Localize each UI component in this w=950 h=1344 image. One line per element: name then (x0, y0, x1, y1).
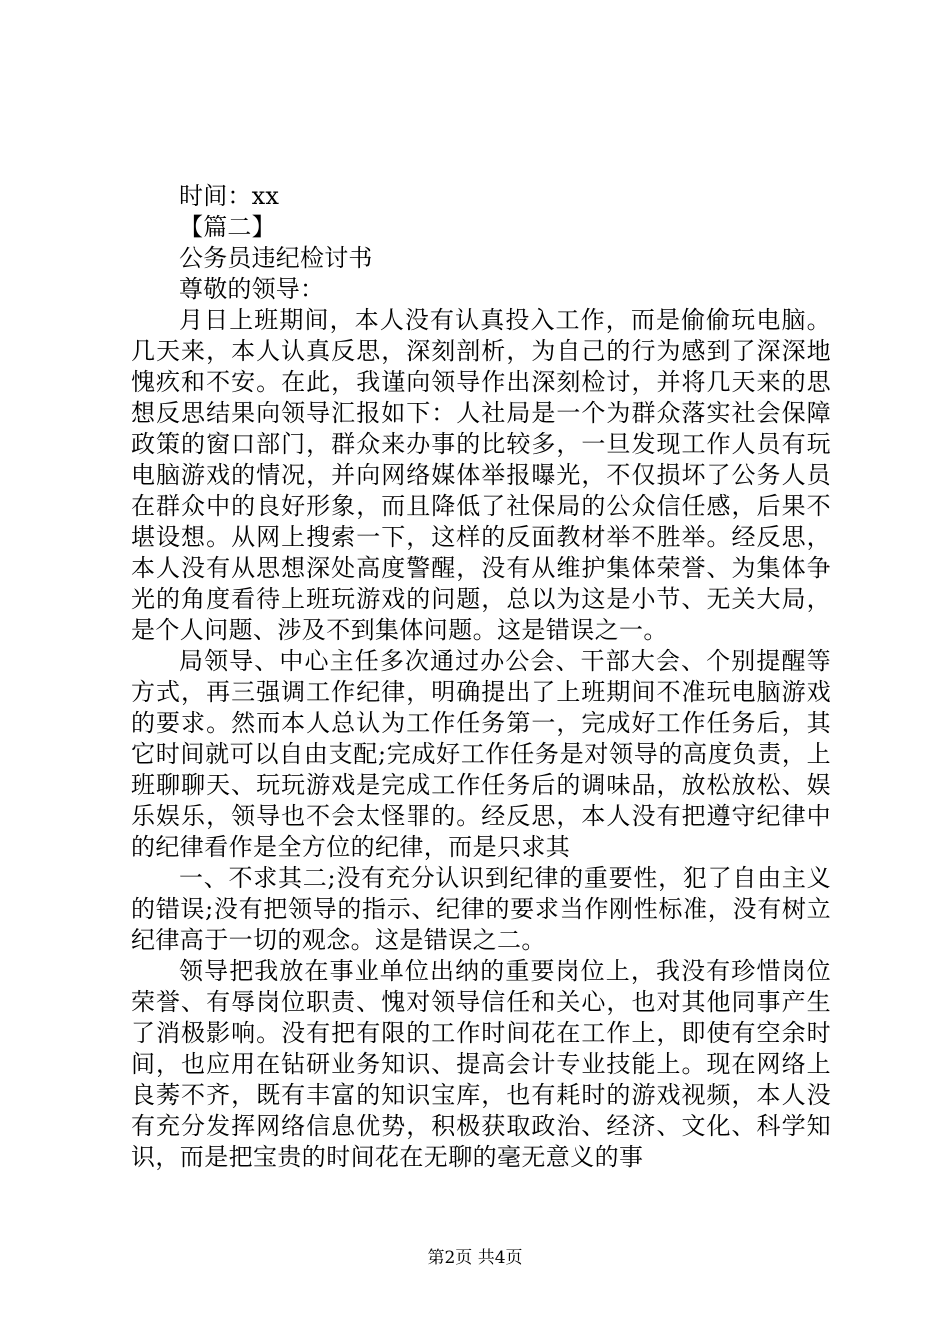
document-title: 公务员违纪检讨书 (179, 244, 373, 272)
section-heading: 【篇二】 (179, 213, 276, 241)
paragraph-1: 月日上班期间，本人没有认真投入工作，而是偷偷玩电脑。几天来，本人认真反思，深刻剖析，为自己的行为感到了深深地愧疚和不安。在此，我谨向领导作出深刻检讨，并将几天来的思想反思结果向领导汇报如下：人社局是一个为群众落实社会保障政策的窗口部门，群众来办事的比较多，一旦发现工作人员有玩电脑游戏的情况，并向网络媒体举报曝光，不仅损坏了公务人员在群众中的良好形象，而且降低了社保局的公众信任感，后果不堪设想。从网上搜索一下，这样的反面教材举不胜举。经反思，本人没有从思想深处高度警醒，没有从维护集体荣誉、为集体争光的角度看待上班玩游戏的问题，总以为这是小节、无关大局，是个人问题、涉及不到集体问题。这是错误之一。 (131, 306, 831, 644)
paragraph-3: 一、不求其二;没有充分认识到纪律的重要性，犯了自由主义的错误;没有把领导的指示、纪律的要求当作刚性标准，没有树立纪律高于一切的观念。这是错误之二。 (131, 864, 831, 954)
document-body (131, 181, 831, 1173)
time-line: 时间：xx (179, 182, 280, 210)
salutation: 尊敬的领导： (179, 275, 325, 303)
paragraph-2: 局领导、中心主任多次通过办公会、干部大会、个别提醒等方式，再三强调工作纪律，明确提出了上班期间不准玩电脑游戏的要求。然而本人总认为工作任务第一，完成好工作任务后，其它时间就可以自由支配;完成好工作任务是对领导的高度负责，上班聊聊天、玩玩游戏是完成工作任务后的调味品，放松放松、娱乐娱乐，领导也不会太怪罪的。经反思，本人没有把遵守纪律中的纪律看作是全方位的纪律，而是只求其 (131, 647, 831, 861)
page-number-footer: 第2页 共4页 (427, 1248, 523, 1268)
paragraph-4: 领导把我放在事业单位出纳的重要岗位上，我没有珍惜岗位荣誉、有辱岗位职责、愧对领导信任和关心，也对其他同事产生了消极影响。没有把有限的工作时间花在工作上，即使有空余时间，也应用在钻研业务知识、提高会计专业技能上。现在网络上良莠不齐，既有丰富的知识宝库，也有耗时的游戏视频，本人没有充分发挥网络信息优势，积极获取政治、经济、文化、科学知识，而是把宝贵的时间花在无聊的毫无意义的事 (131, 957, 831, 1171)
